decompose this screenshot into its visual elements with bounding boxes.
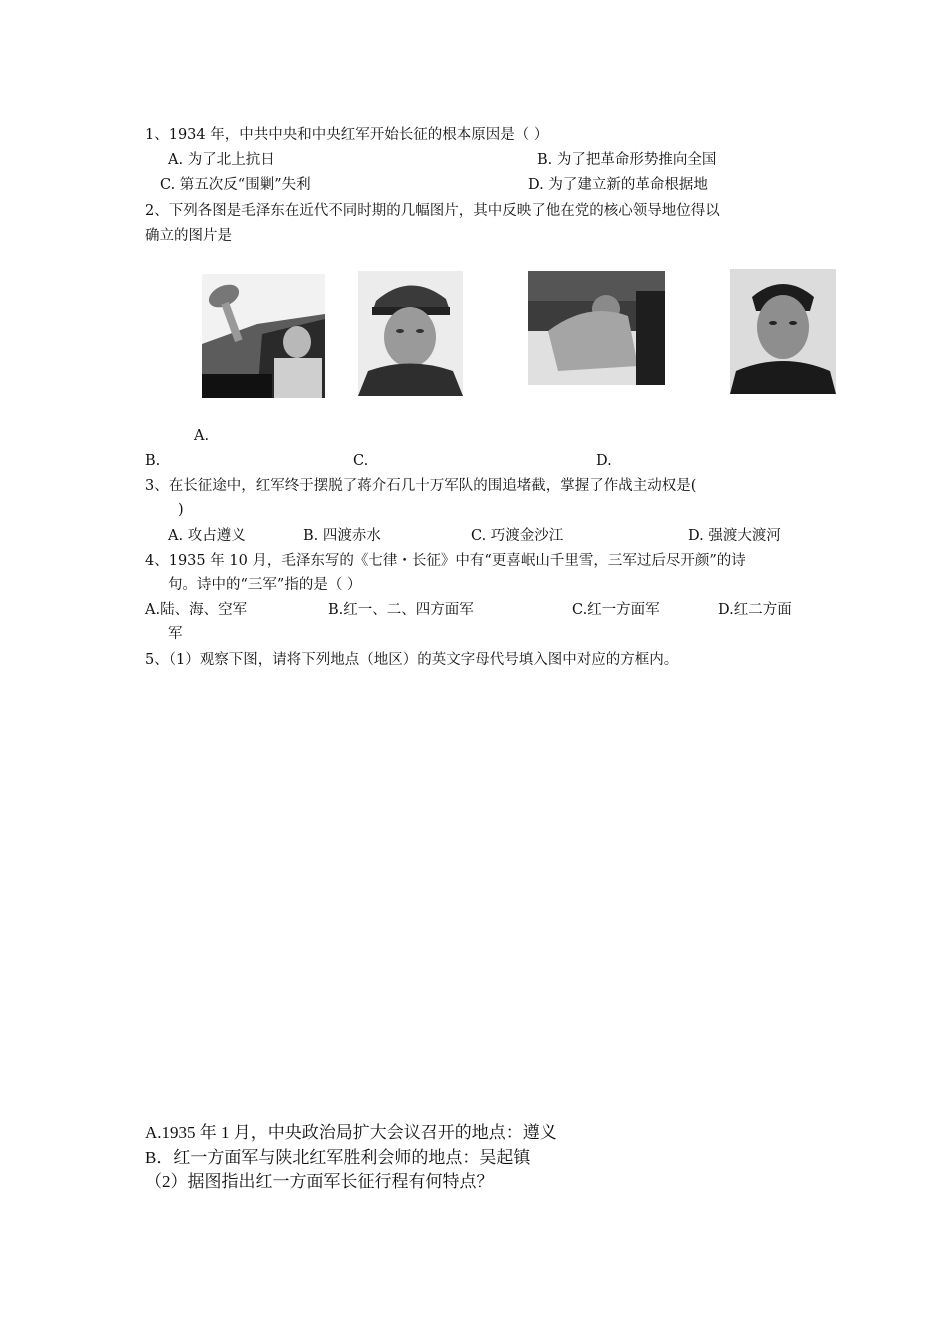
question-4-stem-line-1: 4、1935 年 10 月，毛泽东写的《七律・长征》中有“更喜岷山千里雪，三军过后尽开颜”的诗	[145, 553, 746, 569]
waving-leader-photo	[202, 274, 325, 398]
question-5-stem: 5、（1）观察下图，请将下列地点（地区）的英文字母代号填入图中对应的方框内。	[145, 652, 679, 668]
question-4-option-b: B.红一、二、四方面军	[328, 602, 474, 618]
leader-writing-photo	[528, 271, 665, 385]
young-leader-photo	[730, 269, 836, 394]
question-3-option-a: A. 攻占遵义	[168, 528, 246, 544]
question-4-option-c: C.红一方面军	[572, 602, 660, 618]
question-2-label-d: D.	[596, 453, 612, 469]
question-2-label-c: C.	[353, 453, 369, 469]
question-5-item-b: B．红一方面军与陕北红军胜利会师的地点：吴起镇	[145, 1148, 531, 1167]
question-4-option-d: D.红二方面	[718, 602, 792, 618]
question-3-stem-line-2: )	[178, 502, 184, 518]
question-1-option-b: B. 为了把革命形势推向全国	[537, 152, 717, 168]
question-1-option-c: C. 第五次反“围剿”失利	[160, 177, 311, 193]
question-5-item-a: A.1935 年 1 月，中央政治局扩大会议召开的地点：遵义	[145, 1123, 557, 1142]
question-1-option-a: A. 为了北上抗日	[168, 152, 275, 168]
question-4-option-a: A.陆、海、空军	[145, 602, 248, 618]
question-2-stem-line-1: 2、下列各图是毛泽东在近代不同时期的几幅图片，其中反映了他在党的核心领导地位得以	[145, 203, 720, 219]
question-2-label-a: A.	[194, 428, 210, 444]
question-2-stem-line-2: 确立的图片是	[145, 228, 232, 244]
question-4-option-d-continued: 军	[168, 626, 183, 642]
leader-in-cap-photo	[358, 271, 463, 396]
question-2-label-b: B.	[145, 453, 161, 469]
question-4-stem-line-2: 句。诗中的“三军”指的是（ ）	[168, 577, 362, 593]
question-3-stem-line-1: 3、在长征途中，红军终于摆脱了蒋介石几十万军队的围追堵截，掌握了作战主动权是(	[145, 478, 697, 494]
question-1-option-d: D. 为了建立新的革命根据地	[528, 177, 708, 193]
question-3-option-b: B. 四渡赤水	[303, 528, 381, 544]
question-3-option-d: D. 强渡大渡河	[688, 528, 781, 544]
question-1-stem: 1、1934 年，中共中央和中央红军开始长征的根本原因是（ ）	[145, 127, 549, 143]
question-5-part-2: （2）据图指出红一方面军长征行程有何特点？	[145, 1172, 494, 1191]
question-3-option-c: C. 巧渡金沙江	[471, 528, 564, 544]
